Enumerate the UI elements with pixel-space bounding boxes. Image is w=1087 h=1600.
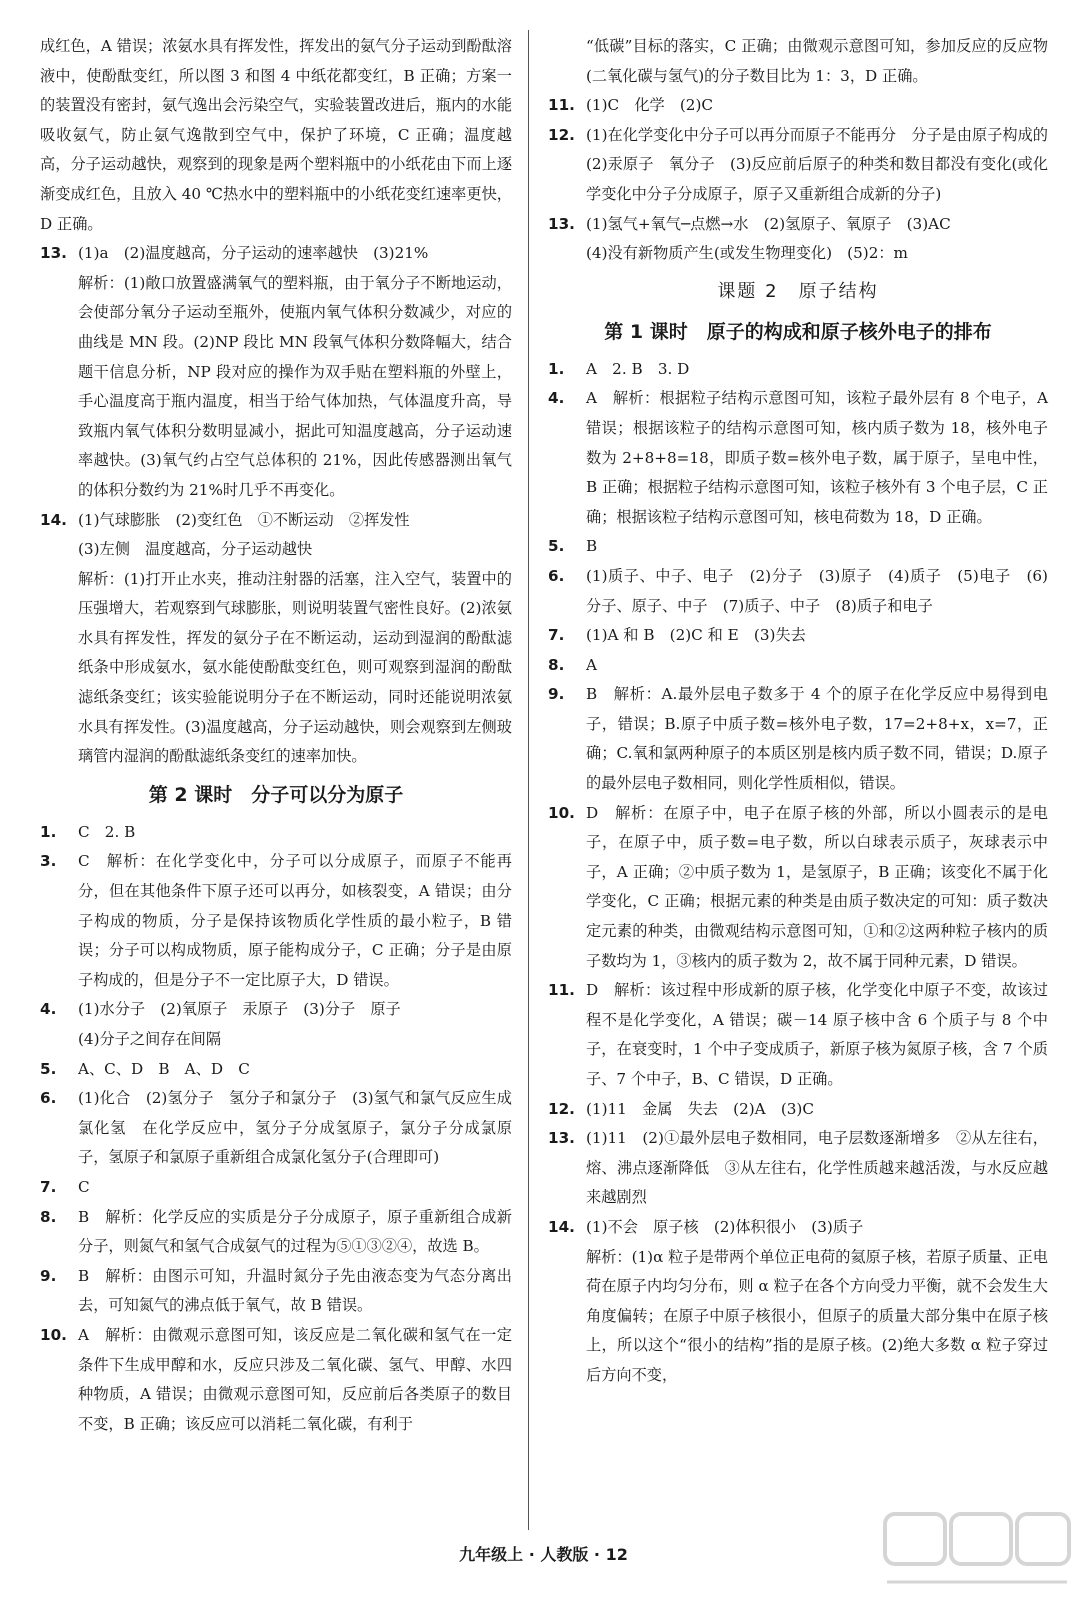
answer-text: (1)水分子 (2)氧原子 汞原子 (3)分子 原子 <box>78 1000 401 1019</box>
lesson-2-item <box>40 1173 512 1203</box>
lesson-1-title: 第 1 课时 原子的构成和原子核外电子的排布 <box>604 320 992 343</box>
lesson-1-item <box>548 1124 1048 1213</box>
continued-text: 成红色，A 错误；浓氨水具有挥发性，挥发出的氨气分子运动到酚酞溶液中，使酚酞变红，所以图 3 和图 4 中纸花都变红，B 正确；方案一的装置没有密封，氨气逸出会污染空气，实验装置改进后，瓶内的水能吸收氨气，防止氨气逸散到空气中，保护了环境，C 正确；温度越高，分子运动越快，观察到的现象是两个塑料瓶中的小纸花由下而上逐渐变成红色，且放入 40 ℃热水中的塑料瓶中的小纸花变红速率更快，D 正确。 <box>40 37 512 233</box>
question-number: 10. <box>548 803 575 822</box>
lesson-1-item <box>548 680 1048 798</box>
question-number: 9. <box>40 1266 57 1285</box>
answer-text: (1)不会 原子核 (2)体积很小 (3)质子 <box>586 1217 864 1236</box>
lesson-2-item <box>40 995 512 1025</box>
lesson-2-item <box>40 1084 512 1173</box>
question-number: 3. <box>40 852 57 871</box>
question-14-answer-cont: (3)左侧 温度越高，分子运动越快 <box>78 540 313 559</box>
question-number: 14. <box>548 1217 575 1236</box>
question-11: 11. (1)C 化学 (2)C <box>548 96 714 115</box>
question-number: 6. <box>40 1089 57 1108</box>
lesson-2-answers <box>40 818 512 1439</box>
lesson-1-item <box>548 1213 1048 1243</box>
question-12: 12. (1)在化学变化中分子可以再分而原子不能再分 分子是由原子构成的 (2)汞原子 氧分子 (3)反应前后原子的种类和数目都没有变化(或化学变化中分子分成原子，原子又重新组合成新的分子) <box>548 125 1064 203</box>
lesson-1-item <box>548 532 1048 562</box>
question-number: 7. <box>40 1177 57 1196</box>
question-number: 1. <box>548 359 565 378</box>
question-14-analysis: 解析：(1)打开止水夹，推动注射器的活塞，注入空气，装置中的压强增大，若观察到气球膨胀，则说明装置气密性良好。(2)浓氨水具有挥发性，挥发的氨分子在不断运动，运动到湿润的酚酞滤纸条中形成氨水，氨水能使酚酞变红色，则可观察到湿润的酚酞滤纸条变红；该实验能说明分子在不断运动，同时还能说明浓氨水具有挥发性。(3)温度越高，分子运动越快，则会观察到左侧玻璃管内湿润的酚酞滤纸条变红的速率加快。 <box>78 569 512 766</box>
lesson-1-item-continued: 解析：(1)α 粒子是带两个单位正电荷的氦原子核，若原子质量、正电荷在原子内均匀分布，则 α 粒子在各个方向受力平衡，就不会发生大角度偏转；在原子中原子核很小，但原子的质量大部分集中在原子核上，所以这个“很小的结构”指的是原子核。(2)绝大多数 α 粒子穿过后方向不变， <box>586 1247 1048 1384</box>
question-number: 11. <box>548 981 575 1000</box>
question-number: 1. <box>40 822 57 841</box>
lesson-2-item <box>40 847 512 995</box>
question-13: 13. (1)a (2)温度越高，分子运动的速率越快 (3)21% <box>40 244 429 263</box>
answer-text: C 解析：在化学变化中，分子可以分成原子，而原子不能再分，但在其他条件下原子还可以再分，如核裂变，A 错误；由分子构成的物质，分子是保持该物质化学性质的最小粒子，B 错误；分子可以构成物质，原子能构成分子，C 正确；分子是由原子构成的，但是分子不一定比原子大，D 错误。 <box>78 852 512 989</box>
answer-text: (1)化合 (2)氢分子 氢分子和氯分子 (3)氢气和氯气反应生成氯化氢 在化学反应中，氢分子分成氢原子，氯分子分成氯原子，氢原子和氯原子重新组合成氯化氢分子(合理即可) <box>78 1089 512 1167</box>
answer-text: C <box>78 1177 90 1196</box>
answer-text: D 解析：该过程中形成新的原子核，化学变化中原子不变，故该过程不是化学变化，A 错误；碳－14 原子核中含 6 个质子与 8 个中子，在衰变时，1 个中子变成质子，新原子核为氮原子核，含 7 个质子、7 个中子，B、C 错误，D 正确。 <box>586 981 1048 1088</box>
lesson-1-item <box>548 651 1048 681</box>
lesson-1-item <box>548 621 1048 651</box>
lesson-1-item <box>548 384 1048 532</box>
answer-text: D 解析：在原子中，电子在原子核的外部，所以小圆表示的是电子，在原子中，质子数=电子数，所以白球表示质子，灰球表示中子，A 正确；②中质子数为 1，是氢原子，B 正确；该变化不属于化学变化，C 正确；根据元素的种类是由质子数决定的可知：质子数决定元素的种类，由微观结构示意图可知，①和②这两种粒子核内的质子数均为 1，③核内的质子数为 2，故不属于同种元素，D 错误。 <box>586 803 1048 970</box>
topic-title: 课题 2 原子结构 <box>717 280 879 302</box>
question-number: 8. <box>548 655 565 674</box>
left-column <box>40 32 512 1439</box>
lesson-1-item <box>548 1095 1048 1125</box>
continued-text-right: “低碳”目标的落实，C 正确；由微观示意图可知，参加反应的反应物(二氧化碳与氢气)的分子数目比为 1：3，D 正确。 <box>586 37 1048 85</box>
question-number: 7. <box>548 626 565 645</box>
answer-text: A、C、D B A、D C <box>78 1059 250 1078</box>
question-number: 6. <box>548 566 565 585</box>
question-number: 8. <box>40 1207 57 1226</box>
answer-text: B 解析：化学反应的实质是分子分成原子，原子重新组合成新分子，则氮气和氢气合成氨气的过程为⑤①③②④，故选 B。 <box>78 1207 512 1256</box>
question-number: 4. <box>40 1000 57 1019</box>
answer-text: B 解析：由图示可知，升温时氮分子先由液态变为气态分离出去，可知氮气的沸点低于氧气，故 B 错误。 <box>78 1266 512 1315</box>
question-13-right: 13. (1)氢气+氧气─点燃→水 (2)氢原子、氧原子 (3)AC <box>548 214 951 233</box>
answer-text: B 解析：A.最外层电子数多于 4 个的原子在化学反应中易得到电子，错误；B.原子中质子数=核外电子数，17=2+8+x，x=7，正确；C.氧和氯两种原子的本质区别是核内质子数不同，错误；D.原子的最外层电子数相同，则化学性质相似，错误。 <box>586 685 1048 793</box>
lesson-1-answers <box>548 355 1048 1391</box>
lesson-2-item-continued: (4)分子之间存在间隔 <box>78 1030 222 1048</box>
answer-text: A <box>586 655 597 674</box>
answer-text: A 解析：由微观示意图可知，该反应是二氧化碳和氢气在一定条件下生成甲醇和水，反应只涉及二氧化碳、氢气、甲醇、水四种物质，A 错误；由微观示意图可知，反应前后各类原子的数目不变，B 正确；该反应可以消耗二氧化碳，有利于 <box>78 1325 512 1433</box>
page-footer: 九年级上 · 人教版 · 12 <box>459 1545 628 1564</box>
lesson-2-item <box>40 1321 512 1439</box>
question-13-analysis: 解析：(1)敞口放置盛满氧气的塑料瓶，由于氧分子不断地运动，会使部分氧分子运动至瓶外，使瓶内氧气体积分数减少，对应的曲线是 MN 段。(2)NP 段比 MN 段氧气体积分数降幅大，结合题干信息分析，NP 段对应的操作为双手贴在塑料瓶的外壁上，手心温度高于瓶内温度，相当于给气体加热，气体温度升高，导致瓶内氧气体积分数明显减小，据此可知温度越高，分子运动速率越快。(3)氧气约占空气总体积的 21%，因此传感器测出氧气的体积分数约为 21%时几乎不再变化。 <box>78 273 512 499</box>
column-divider <box>528 30 529 1530</box>
lesson-2-item <box>40 1203 512 1262</box>
question-14: 14. (1)气球膨胀 (2)变红色 ①不断运动 ②挥发性 <box>40 510 410 529</box>
answer-text: B <box>586 537 598 556</box>
question-number: 5. <box>40 1059 57 1078</box>
answer-text: (1)11 (2)①最外层电子数相同，电子层数逐渐增多 ②从左往右，熔、沸点逐渐降低 ③从左往右，化学性质越来越活泼，与水反应越来越剧烈 <box>586 1129 1048 1207</box>
question-number: 5. <box>548 537 565 556</box>
question-number: 13. <box>548 1129 575 1148</box>
watermark-logo <box>877 1508 1077 1598</box>
answer-text: (1)质子、中子、电子 (2)分子 (3)原子 (4)质子 (5)电子 (6)分子、原子、中子 (7)质子、中子 (8)质子和电子 <box>586 566 1048 615</box>
question-number: 10. <box>40 1325 67 1344</box>
lesson-1-item <box>548 355 1048 385</box>
lesson-1-item <box>548 976 1048 1094</box>
lesson-2-title: 第 2 课时 分子可以分为原子 <box>148 783 404 806</box>
answer-text: C 2. B <box>78 822 136 841</box>
lesson-2-item <box>40 1262 512 1321</box>
answer-text: (1)11 金属 失去 (2)A (3)C <box>586 1099 814 1118</box>
question-number: 4. <box>548 389 565 408</box>
lesson-2-item <box>40 818 512 848</box>
answer-text: A 2. B 3. D <box>586 359 690 378</box>
question-13-right-cont: (4)没有新物质产生(或发生物理变化) (5)2：m <box>586 244 908 263</box>
answer-text: (1)A 和 B (2)C 和 E (3)失去 <box>586 626 806 645</box>
lesson-1-item <box>548 799 1048 977</box>
question-number: 12. <box>548 1099 575 1118</box>
lesson-1-item <box>548 562 1048 621</box>
lesson-2-item <box>40 1055 512 1085</box>
right-column <box>548 32 1064 1391</box>
question-number: 9. <box>548 685 565 704</box>
answer-text: A 解析：根据粒子结构示意图可知，该粒子最外层有 8 个电子，A 错误；根据该粒子的结构示意图可知，核内质子数为 18，核外电子数为 2+8+8=18，即质子数=核外电子数，属于原子，呈电中性，B 正确；根据粒子结构示意图可知，该粒子核外有 3 个电子层，C 正确；根据该粒子结构示意图可知，核电荷数为 18，D 正确。 <box>586 389 1048 526</box>
